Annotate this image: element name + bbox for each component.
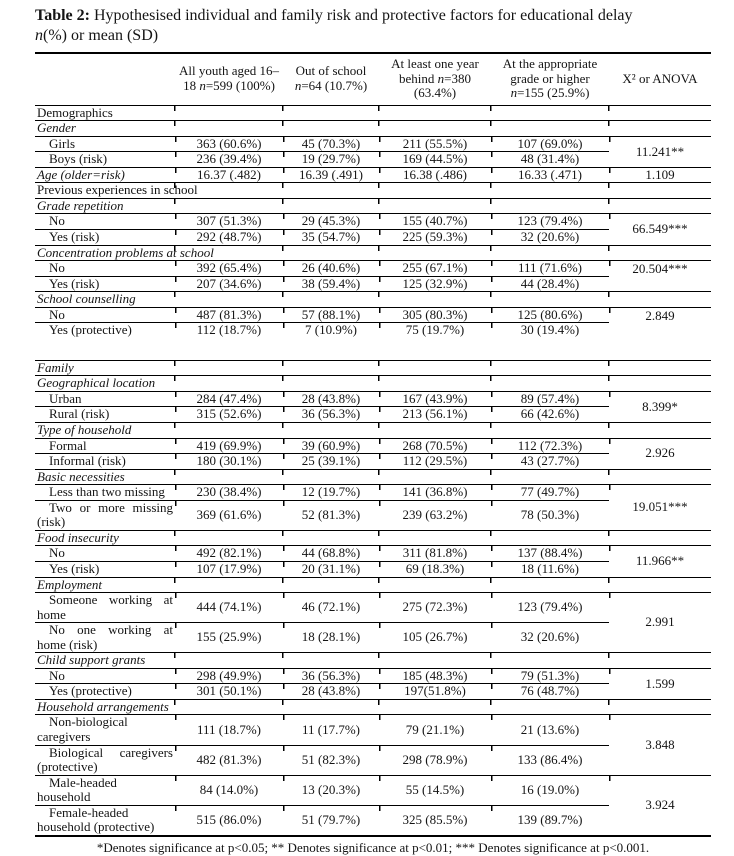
cell-value: 18 (28.1%) [283,623,379,653]
cell-value: 325 (85.5%) [379,805,491,836]
table-row [35,136,711,152]
cell-value: 44 (68.8%) [283,546,379,562]
section-row [35,530,711,546]
sig-value: 66.549*** [609,214,711,245]
cell-value: 169 (44.5%) [379,152,491,168]
row-label: Yes (risk) [35,276,175,292]
cell-value: 137 (88.4%) [491,546,609,562]
header-cell: X² or ANOVA [609,53,711,105]
cell-value: 11 (17.7%) [283,715,379,745]
cell-value: 79 (21.1%) [379,715,491,745]
cell-value: 21 (13.6%) [491,715,609,745]
table-row [35,668,711,684]
cell-value: 16.38 (.486) [379,167,491,183]
cell-value: 230 (38.4%) [175,485,283,501]
cell-value: 213 (56.1%) [379,407,491,423]
cell-value: 32 (20.6%) [491,230,609,246]
row-label: Rural (risk) [35,407,175,423]
cell-value: 482 (81.3%) [175,745,283,775]
cell-value: 112 (29.5%) [379,454,491,470]
cell-value: 305 (80.3%) [379,307,491,323]
row-label: Age (older=risk) [35,167,175,183]
cell-value: 28 (43.8%) [283,391,379,407]
cell-value: 20 (31.1%) [283,561,379,577]
section-row [35,469,711,485]
cell-value: 298 (78.9%) [379,745,491,775]
row-label: No [35,668,175,684]
table-row [35,775,711,805]
cell-value: 298 (49.9%) [175,668,283,684]
table-footnote: *Denotes significance at p<0.05; ** Denotes significance at p<0.01; *** Denotes significance at p<0.001. [96,839,650,855]
row-label: Informal (risk) [35,454,175,470]
section-row-label: School counselling [35,292,711,308]
sig-value: 19.051*** [609,485,711,531]
cell-value: 39 (60.9%) [283,438,379,454]
row-label: No one working at home (risk) [37,622,173,652]
cell-value: 16.39 (.491) [283,167,379,183]
cell-value: 268 (70.5%) [379,438,491,454]
cell-value: 78 (50.3%) [491,500,609,530]
cell-value: 51 (82.3%) [283,745,379,775]
cell-value: 311 (81.8%) [379,546,491,562]
table-header-row [35,53,711,105]
cell-value: 125 (32.9%) [379,276,491,292]
cell-value: 26 (40.6%) [283,261,379,277]
cell-value: 45 (70.3%) [283,136,379,152]
cell-value: 275 (72.3%) [379,593,491,623]
header-cell-empty [35,53,175,105]
row-label: Female-headed household (protective) [35,805,175,836]
cell-value: 180 (30.1%) [175,454,283,470]
section-row [35,423,711,439]
cell-value: 123 (79.4%) [491,214,609,230]
section-row-label: Type of household [35,423,711,439]
cell-value: 35 (54.7%) [283,230,379,246]
cell-value: 125 (80.6%) [491,307,609,323]
row-label: Yes (risk) [35,230,175,246]
row-label: No [35,546,175,562]
row-label: Yes (risk) [35,561,175,577]
header-cell: Out of school n=64 (10.7%) [283,53,379,105]
row-label: Less than two missing [35,485,175,501]
cell-value: 369 (61.6%) [175,500,283,530]
table-row [35,307,711,323]
cell-value: 46 (72.1%) [283,593,379,623]
cell-value: 515 (86.0%) [175,805,283,836]
cell-value: 48 (31.4%) [491,152,609,168]
section-row [35,183,711,199]
table-row [35,261,711,277]
cell-value: 363 (60.6%) [175,136,283,152]
cell-value: 75 (19.7%) [379,323,491,338]
cell-value: 51 (79.7%) [283,805,379,836]
cell-value: 492 (82.1%) [175,546,283,562]
table-row [35,391,711,407]
cell-value: 141 (36.8%) [379,485,491,501]
cell-value: 112 (18.7%) [175,323,283,338]
cell-value: 236 (39.4%) [175,152,283,168]
cell-value: 84 (14.0%) [175,775,283,805]
cell-value: 185 (48.3%) [379,668,491,684]
section-row [35,577,711,593]
section-row [35,376,711,392]
cell-value: 307 (51.3%) [175,214,283,230]
cell-value: 29 (45.3%) [283,214,379,230]
row-label: Yes (protective) [35,323,175,338]
sig-value: 1.599 [609,668,711,699]
row-label: Girls [35,136,175,152]
cell-value: 28 (43.8%) [283,684,379,700]
table-row [35,715,711,745]
sig-value: 11.241** [609,136,711,167]
section-row [35,699,711,715]
cell-value: 444 (74.1%) [175,593,283,623]
section-row [35,245,711,261]
header-cell: At the appropriate grade or higher n=155 (25.9%) [491,53,609,105]
cell-value: 207 (34.6%) [175,276,283,292]
cell-value: 211 (55.5%) [379,136,491,152]
cell-value: 16.37 (.482) [175,167,283,183]
section-row [35,198,711,214]
cell-value: 315 (52.6%) [175,407,283,423]
spacer-cell [35,338,711,361]
section-row-label: Gender [35,121,711,137]
cell-value: 107 (69.0%) [491,136,609,152]
row-label: Biological caregivers (protective) [37,745,173,775]
table-row [35,485,711,501]
section-row-label: Geographical location [35,376,711,392]
cell-value: 155 (25.9%) [175,623,283,653]
row-label: No [35,307,175,323]
header-cell: All youth aged 16–18 n=599 (100%) [175,53,283,105]
header-cell: At least one year behind n=380 (63.4%) [379,53,491,105]
cell-value: 30 (19.4%) [491,323,609,338]
risk-factors-table [35,52,711,837]
row-label: Two or more missing (risk) [37,500,173,530]
cell-value: 36 (56.3%) [283,668,379,684]
cell-value: 301 (50.1%) [175,684,283,700]
row-label: Urban [35,391,175,407]
sig-value: 20.504*** [609,261,711,292]
table-row [35,593,711,623]
cell-value: 44 (28.4%) [491,276,609,292]
cell-value: 111 (18.7%) [175,715,283,745]
cell-value: 112 (72.3%) [491,438,609,454]
section-row-label: Employment [35,577,711,593]
table-row [35,438,711,454]
row-label: Someone working at home [37,592,173,622]
section-row-label: Household arrangements [35,699,711,715]
cell-value: 392 (65.4%) [175,261,283,277]
cell-value: 12 (19.7%) [283,485,379,501]
table-row [35,546,711,562]
cell-value: 13 (20.3%) [283,775,379,805]
cell-value: 38 (59.4%) [283,276,379,292]
cell-value: 89 (57.4%) [491,391,609,407]
table-title-text: Hypothesised individual and family risk and protective factors for educational delay [93,7,633,24]
cell-value: 66 (42.6%) [491,407,609,423]
section-row-label: Grade repetition [35,198,711,214]
cell-value: 25 (39.1%) [283,454,379,470]
cell-value: 155 (40.7%) [379,214,491,230]
table-row [35,167,711,183]
row-label: Boys (risk) [35,152,175,168]
cell-value: 255 (67.1%) [379,261,491,277]
cell-value: 18 (11.6%) [491,561,609,577]
cell-value: 32 (20.6%) [491,623,609,653]
cell-value: 7 (10.9%) [283,323,379,338]
row-label: Yes (protective) [35,684,175,700]
cell-value: 107 (17.9%) [175,561,283,577]
cell-value: 111 (71.6%) [491,261,609,277]
cell-value: 197(51.8%) [379,684,491,700]
sig-value: 3.848 [609,715,711,775]
sig-value: 2.849 [609,307,711,338]
cell-value: 76 (48.7%) [491,684,609,700]
cell-value: 57 (88.1%) [283,307,379,323]
cell-value: 43 (27.7%) [491,454,609,470]
cell-value: 284 (47.4%) [175,391,283,407]
sig-value: 2.926 [609,438,711,469]
cell-value: 77 (49.7%) [491,485,609,501]
table-title-label: Table 2: [35,7,90,24]
row-label: Non-biological caregivers [35,715,175,745]
section-row-label: Basic necessities [35,469,711,485]
cell-value: 292 (48.7%) [175,230,283,246]
cell-value: 69 (18.3%) [379,561,491,577]
cell-value: 239 (63.2%) [379,500,491,530]
cell-value: 133 (86.4%) [491,745,609,775]
sig-value: 2.991 [609,593,711,653]
cell-value: 52 (81.3%) [283,500,379,530]
row-label: Formal [35,438,175,454]
section-row-label: Food insecurity [35,530,711,546]
table-title [35,6,711,26]
cell-value: 55 (14.5%) [379,775,491,805]
row-label: No [35,214,175,230]
section-row-label: Previous experiences in school [35,183,711,199]
cell-value: 36 (56.3%) [283,407,379,423]
cell-value: 16.33 (.471) [491,167,609,183]
section-row [35,292,711,308]
section-row-label: Child support grants [35,653,711,669]
section-row [35,653,711,669]
cell-value: 139 (89.7%) [491,805,609,836]
cell-value: 419 (69.9%) [175,438,283,454]
sig-value: 8.399* [609,391,711,422]
section-row [35,360,711,376]
cell-value: 19 (29.7%) [283,152,379,168]
cell-value: 487 (81.3%) [175,307,283,323]
section-row [35,105,711,121]
cell-value: 123 (79.4%) [491,593,609,623]
cell-value: 167 (43.9%) [379,391,491,407]
section-row-label: Demographics [35,105,711,121]
table-subtitle: n(%) or mean (SD) [35,27,159,44]
row-label: Male-headed household [35,775,175,805]
cell-value: 79 (51.3%) [491,668,609,684]
spacer-row [35,338,711,361]
section-row [35,121,711,137]
table-row [35,214,711,230]
cell-value: 16 (19.0%) [491,775,609,805]
section-row-label: Concentration problems at school [35,245,711,261]
sig-value: 11.966** [609,546,711,577]
sig-value: 1.109 [609,167,711,183]
cell-value: 225 (59.3%) [379,230,491,246]
sig-value: 3.924 [609,775,711,836]
row-label: No [35,261,175,277]
section-row-label: Family [35,360,711,376]
cell-value: 105 (26.7%) [379,623,491,653]
